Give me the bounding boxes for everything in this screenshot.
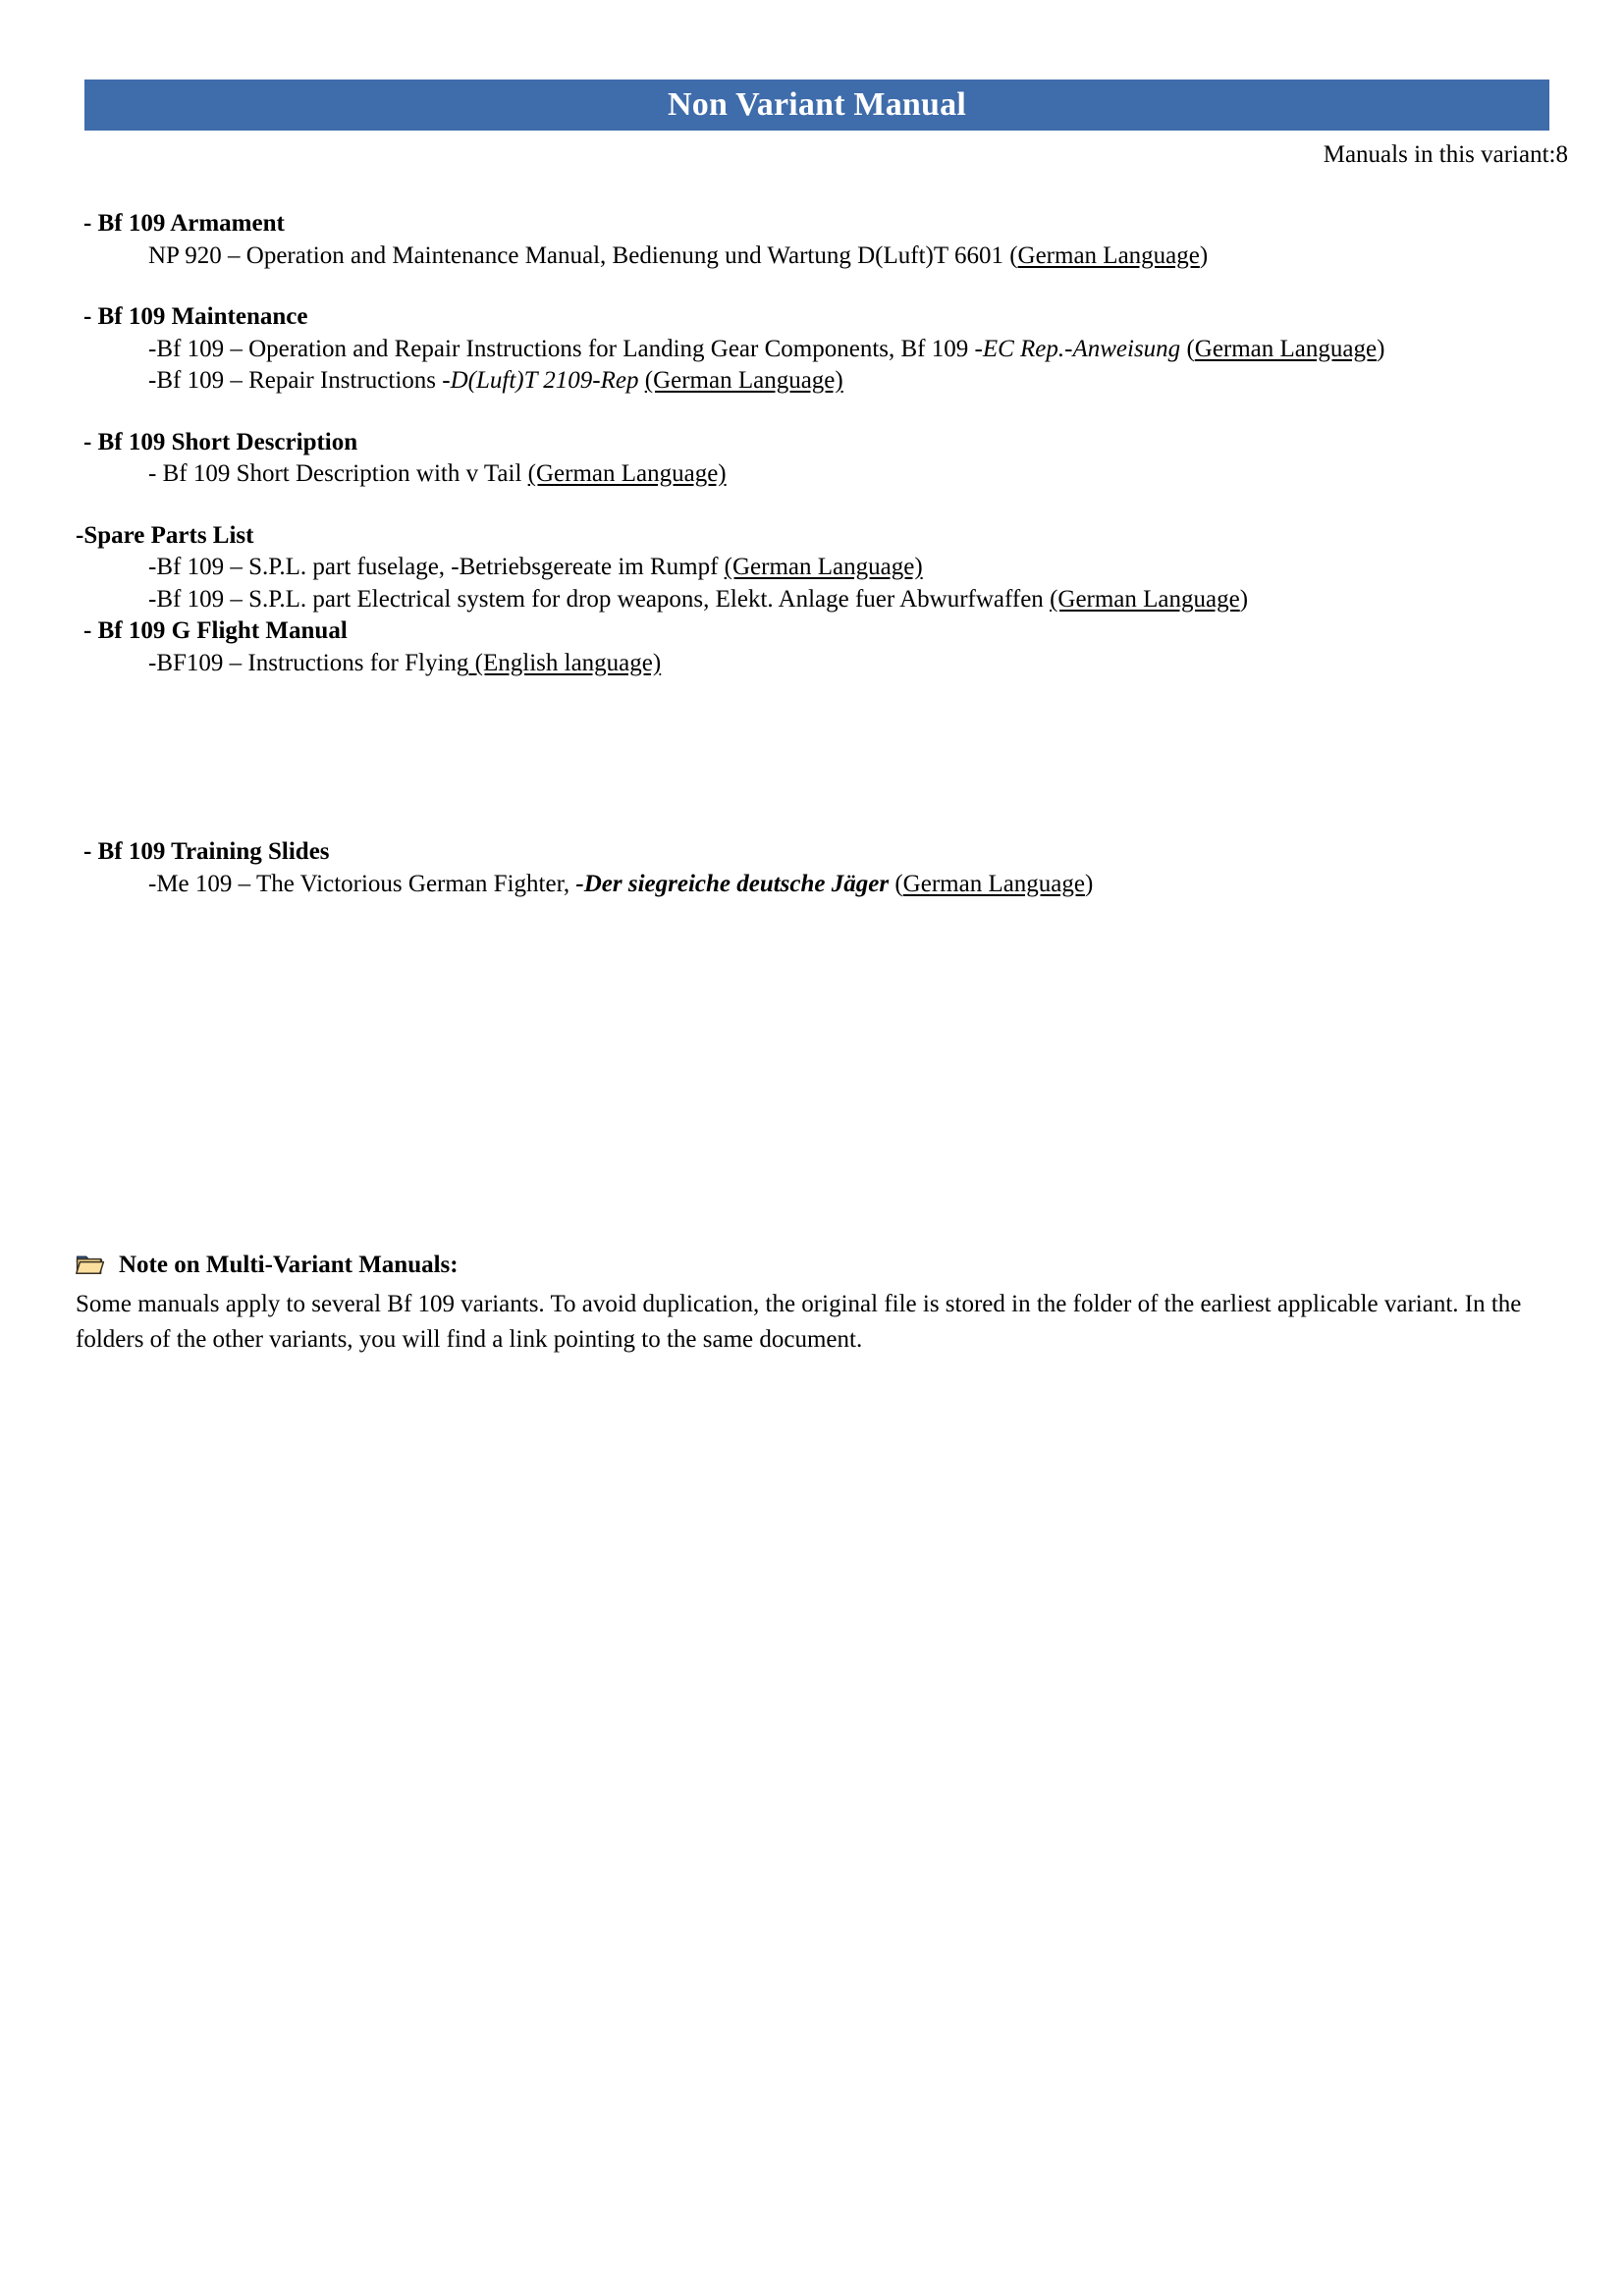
manual-entry	[76, 334, 1560, 366]
manual-entry	[76, 869, 1560, 901]
text-run: -EC Rep.-Anweisung	[974, 335, 1181, 362]
page-title: Non Variant Manual	[667, 86, 966, 123]
section-heading: - Bf 109 Armament	[83, 210, 285, 237]
spacer	[76, 491, 1560, 520]
spacer	[76, 398, 1560, 427]
section-bf-109-armament	[76, 208, 1560, 272]
note-heading-row	[76, 1249, 1563, 1281]
section-heading: - Bf 109 G Flight Manual	[83, 617, 348, 644]
manual-entry	[76, 365, 1560, 398]
text-run: (German Language	[1050, 585, 1240, 613]
manual-entry	[76, 458, 1560, 491]
text-run: German Language	[1017, 241, 1200, 269]
section-bf-109-short-description	[76, 427, 1560, 491]
note-body-text: Some manuals apply to several Bf 109 variants. To avoid duplication, the original file is stored in the folder of the earliest applicable variant. In the folders of the other variants, you will find a link pointing to the same document.	[76, 1291, 1522, 1353]
multi-variant-note	[76, 1249, 1563, 1357]
document-title-banner	[84, 80, 1549, 131]
manual-entry	[76, 552, 1560, 584]
section-heading: - Bf 109 Short Description	[83, 428, 358, 455]
manual-entry	[76, 240, 1560, 273]
section-heading: - Bf 109 Training Slides	[83, 838, 330, 865]
note-heading-label: Note on Multi-Variant Manuals:	[119, 1252, 459, 1278]
text-run: (German Language)	[527, 460, 727, 487]
text-run: -Bf 109 – Operation and Repair Instructions for Landing Gear Components, Bf 109	[148, 335, 975, 362]
text-run: -Bf 109 – Repair Instructions	[148, 367, 443, 394]
text-run: )	[1199, 241, 1209, 269]
text-run: (	[889, 870, 903, 897]
manuals-count-label: Manuals in this variant:8	[1323, 141, 1568, 168]
text-run: NP 920 – Operation and Maintenance Manual, Bedienung und Wartung D(Luft)T 6601 (	[148, 241, 1018, 269]
text-run: (German Language)	[644, 367, 843, 394]
manual-entry	[76, 584, 1560, 616]
section-heading: -Spare Parts List	[76, 521, 254, 549]
text-run: -Bf 109 – S.P.L. part fuselage, -Betriebsgereate im Rumpf	[148, 554, 725, 580]
section-bf-109-training-slides	[76, 836, 1560, 900]
manual-entry	[76, 648, 1560, 680]
text-run: German Language	[902, 870, 1085, 897]
text-run: German Language	[1194, 335, 1378, 362]
text-run: )	[1085, 870, 1094, 897]
text-run: -Me 109 – The Victorious German Fighter,	[148, 870, 576, 897]
text-run: )	[1239, 585, 1249, 613]
manual-sections-list	[76, 208, 1560, 900]
spacer	[76, 272, 1560, 301]
text-run: )	[1377, 335, 1385, 362]
section-spare-parts-list	[76, 520, 1560, 616]
text-run: -D(Luft)T 2109-Rep	[442, 367, 639, 394]
text-run: (	[1180, 335, 1195, 362]
text-run: -Der siegreiche deutsche Jäger	[575, 870, 890, 897]
text-run: - Bf 109 Short Description with v Tail	[148, 460, 528, 487]
spacer	[76, 679, 1560, 836]
text-run: (German Language)	[724, 554, 923, 580]
open-folder-icon	[76, 1253, 105, 1278]
text-run: -BF109 – Instructions for Flying	[148, 649, 469, 676]
section-bf-109-maintenance	[76, 301, 1560, 398]
section-heading: - Bf 109 Maintenance	[83, 303, 308, 330]
text-run: -Bf 109 – S.P.L. part Electrical system for drop weapons, Elekt. Anlage fuer Abwurfwaffen	[148, 585, 1051, 613]
text-run: (English language)	[468, 649, 662, 676]
section-bf-109-g-flight-manual	[76, 615, 1560, 679]
